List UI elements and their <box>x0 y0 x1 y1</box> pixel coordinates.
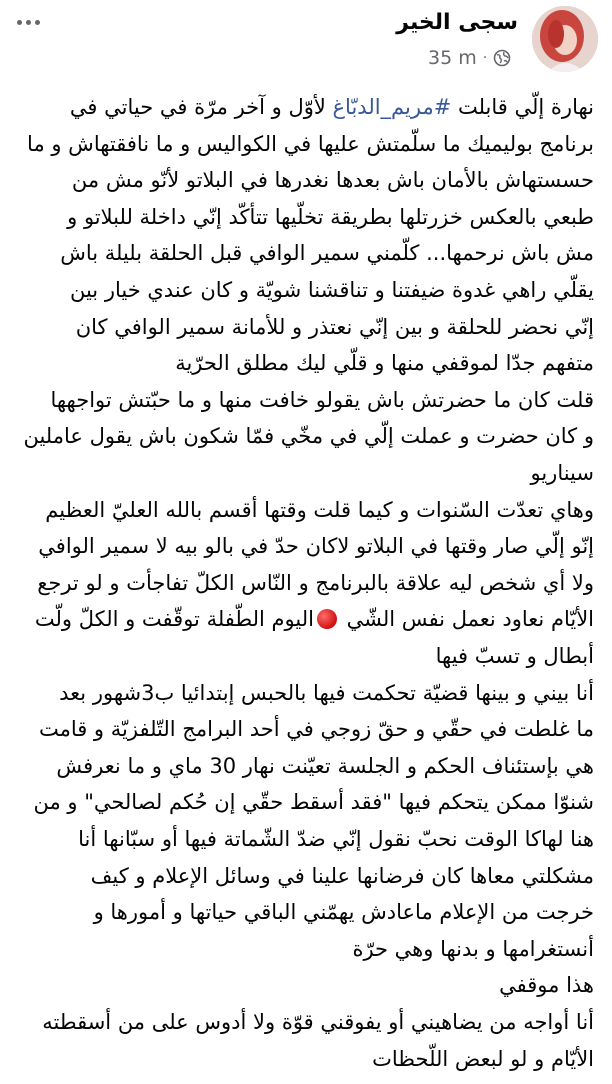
post-time[interactable]: 35 m <box>428 47 477 69</box>
post-text-segment: إنّي نحضر للحلقة و بين إنّي نعتذر و للأمانة سمير الوافي كان <box>75 314 594 339</box>
post-text-segment: شنوّا ممكن يتحكم فيها "فقد أسقط حقّي إن حُكم لصالحي" و من <box>33 790 594 815</box>
post-text-line <box>18 751 594 782</box>
post-text-line <box>18 641 594 672</box>
post-text-segment: خرجت من الإعلام ماعادش يهمّني الباقي حياتها و أمورها و <box>93 900 594 925</box>
post-text-line <box>18 129 594 160</box>
post-text-line <box>18 824 594 855</box>
post-text-line <box>18 92 594 123</box>
post-text-segment: اليوم الطّفلة توقّفت و الكلّ ولّت <box>34 607 314 632</box>
globe-icon[interactable] <box>493 49 511 67</box>
post-text-segment: مش باش نرحمها... كلّمني سمير الوافي قبل الحلقة بليلة باش <box>60 241 594 266</box>
post-header <box>0 0 612 86</box>
post-text-line <box>18 1044 594 1075</box>
post-text-segment: أبطال و تسبّ فيها <box>435 644 594 668</box>
post-text-line <box>18 970 594 1001</box>
post-text-line <box>18 787 594 818</box>
post-text-segment: حسستهاش بالأمان باش بعدها نغدرها في البلاتو لأنّو مش من <box>71 168 594 193</box>
post-text-line <box>18 238 594 269</box>
post-text-segment: لأوّل و آخر مرّة في حياتي في <box>69 95 333 119</box>
post-text-segment: هذا موقفي <box>499 973 594 998</box>
post-text-segment: ولا أي شخص ليه علاقة بالبرنامج و النّاس الكلّ تفاجأت و لو ترجع <box>37 570 594 595</box>
post-text-segment: هي بإستئناف الحكم و الجلسة تعيّنت نهار 30 ماي و ما نعرفش <box>56 753 594 778</box>
post-text-segment: إنّو إلّي صار وقتها في البلاتو لاكان حدّ في بالو بيه لا سمير الوافي <box>38 534 594 559</box>
post-text-line <box>18 421 594 452</box>
post-text-segment: نهارة إلّي قابلت <box>451 95 594 119</box>
post-text-line <box>18 1007 594 1038</box>
hashtag-link[interactable]: #مريم_الدبّاغ <box>332 95 452 119</box>
post-text-line <box>18 714 594 745</box>
post-text-segment: ما غلطت في حقّي و حقّ زوجي في أحد البرامج التّلفزيّة و قامت <box>38 717 594 742</box>
post-text-segment: أنا أواجه من يضاهيني أو يفوقني قوّة ولا أدوس على من أسقطته <box>42 1010 594 1034</box>
more-options-button[interactable] <box>10 12 46 32</box>
post-text-line <box>18 897 594 928</box>
post-text-line <box>18 604 594 635</box>
post-text-line <box>18 348 594 379</box>
post-text-line <box>18 458 594 489</box>
more-dot <box>35 20 40 25</box>
post-text-segment: الأيّام نعاود نعمل نفس الشّي <box>339 607 594 632</box>
post-text-line <box>18 531 594 562</box>
post-body <box>0 92 612 1082</box>
red-circle-icon <box>317 609 337 629</box>
post-text-segment: مشكلتي معاها كان فرضانها علينا في وسائل الإعلام و كيف <box>90 863 594 888</box>
post-text-line <box>18 385 594 416</box>
post-text-segment: أنستغرامها و بدنها وهي حرّة <box>352 936 594 961</box>
author-name[interactable]: سجى الخير <box>396 10 518 35</box>
avatar[interactable] <box>532 6 598 72</box>
post-text-line <box>18 495 594 526</box>
post-text-segment: سيناريو <box>530 461 594 485</box>
post-text-segment: و كان حضرت و عملت إلّي في مخّي فمّا شكون باش يقول عاملين <box>23 424 594 449</box>
post-text-segment: أنا بيني و بينها قضيّة تحكمت فيها بالحبس إبتدائيا ب3شهور بعد <box>59 680 594 705</box>
post-text-segment: يقلّي راهي غدوة ضيفتنا و تناقشنا شويّة و كان عندي خيار بين <box>69 278 594 302</box>
post-text-segment: قلت كان ما حضرتش باش يقولو خافت منها و ما حبّتش تواجهها <box>50 387 594 412</box>
more-dot <box>26 20 31 25</box>
post-text-line <box>18 861 594 892</box>
post-text-line <box>18 934 594 965</box>
post-text-segment: هنا لهاكا الوقت نحبّ نقول إنّي ضدّ الشّماتة فيها أو سبّانها أنا <box>78 827 594 851</box>
post-text-segment: متفهم جدّا لموقفي منها و قلّي ليك مطلق الحرّية <box>175 351 594 376</box>
post-text-line <box>18 202 594 233</box>
post-text-segment: الأيّام و لو لبعض اللّحظات <box>372 1046 594 1071</box>
post-text-line <box>18 678 594 709</box>
post-text-line <box>18 312 594 343</box>
meta-separator: · <box>482 50 488 66</box>
post-text-segment: طبعي بالعكس خزرتلها بطريقة تخلّيها تتأكّد إنّي داخلة للبلاتو و <box>67 204 594 229</box>
more-dot <box>17 20 22 25</box>
post-text-line <box>18 568 594 599</box>
post-text-segment: برنامج بوليميك ما سلّمتش عليها في الكواليس و ما نافقتهاش و ما <box>27 131 594 156</box>
post-text-line <box>18 165 594 196</box>
post-text-segment: وهاي تعدّت السّنوات و كيما قلت وقتها أقسم بالله العليّ العظيم <box>45 497 594 522</box>
post-meta <box>428 44 511 72</box>
post-text-line <box>18 275 594 306</box>
